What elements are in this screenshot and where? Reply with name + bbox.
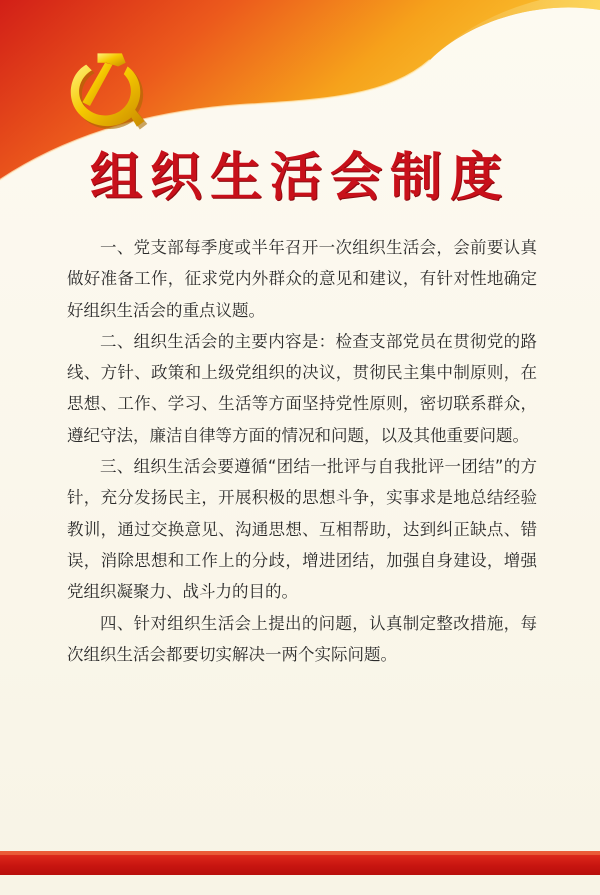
hammer-and-sickle-icon	[58, 44, 152, 138]
footer-highlight	[0, 851, 600, 855]
regulation-paragraph-3: 三、组织生活会要遵循“团结一批评与自我批评一团结”的方针，充分发扬民主，开展积极的思想斗争，实事求是地总结经验教训，通过交换意见、沟通思想、互相帮助，达到纠正缺点、错误，消除思想和工作上的分歧，增进团结，加强自身建设，增强党组织凝聚力、战斗力的目的。	[67, 457, 537, 602]
regulation-paragraph-4: 四、针对组织生活会上提出的问题，认真制定整改措施，每次组织生活会都要切实解决一两个实际问题。	[67, 613, 537, 664]
regulation-paragraph-2: 二、组织生活会的主要内容是：检查支部党员在贯彻党的路线、方针、政策和上级党组织的决议，贯彻民主集中制原则，在思想、工作、学习、生活等方面坚持党性原则，密切联系群众，遵纪守法，廉洁自律等方面的情况和问题，以及其他重要问题。	[67, 331, 537, 445]
regulation-paragraph-1: 一、党支部每季度或半年召开一次组织生活会，会前要认真做好准备工作，征求党内外群众的意见和建议，有针对性地确定好组织生活会的重点议题。	[67, 238, 537, 320]
page-title: 组织生活会制度	[89, 147, 510, 208]
regulation-body	[67, 232, 537, 670]
